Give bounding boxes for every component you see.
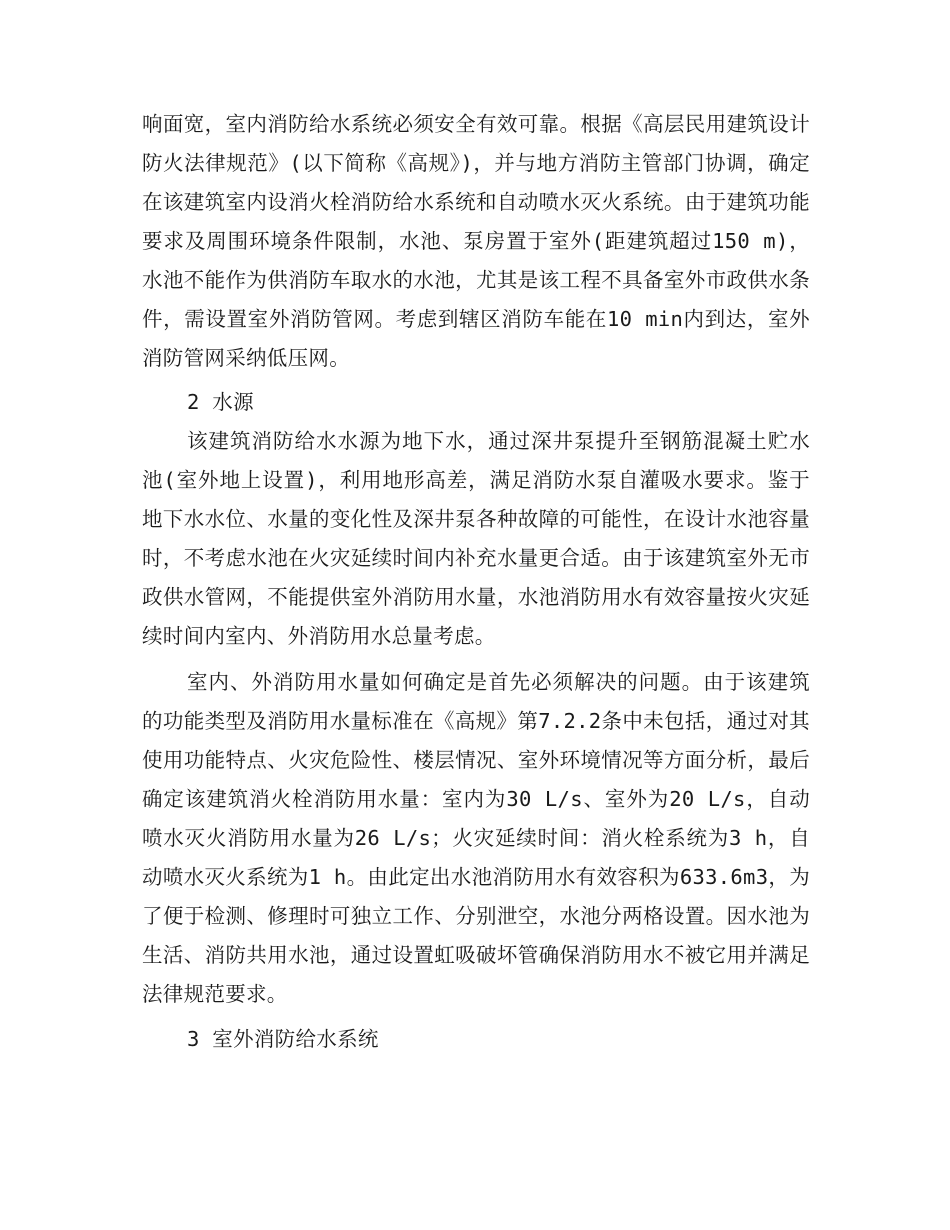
paragraph-water-source: 该建筑消防给水水源为地下水，通过深井泵提升至钢筋混凝土贮水池(室外地上设置)，利用地形高差，满足消防水泵自灌吸水要求。鉴于地下水水位、水量的变化性及深井泵各种故障的可能性，在设计水池容量时，不考虑水池在火灾延续时间内补充水量更合适。由于该建筑室外无市政供水管网，不能提供室外消防用水量，水池消防用水有效容量按火灾延续时间内室内、外消防用水总量考虑。 <box>142 429 810 648</box>
paragraph-fire-water-system: 响面宽，室内消防给水系统必须安全有效可靠。根据《高层民用建筑设计防火法律规范》(以下简称《高规》)，并与地方消防主管部门协调，确定在该建筑室内设消火栓消防给水系统和自动喷水灭火系统。由于建筑功能要求及周围环境条件限制，水池、泵房置于室外(距建筑超过150 m)，水池不能作为供消防车取水的水池，尤其是该工程不具备室外市政供水条件，需设置室外消防管网。考虑到辖区消防车能在10 min内到达，室外消防管网采纳低压网。 <box>142 112 810 370</box>
paragraph-fire-water-volume: 室内、外消防用水量如何确定是首先必须解决的问题。由于该建筑的功能类型及消防用水量标准在《高规》第7.2.2条中未包括，通过对其使用功能特点、火灾危险性、楼层情况、室外环境情况等方面分析，最后确定该建筑消火栓消防用水量：室内为30 L/s、室外为20 L/s，自动喷水灭火消防用水量为26 L/s；火灾延续时间：消火栓系统为3 h，自动喷水灭火系统为1 h。由此定出水池消防用水有效容积为633.6m3，为了便于检测、修理时可独立工作、分别泄空，水池分两格设置。因水池为生活、消防共用水池，通过设置虹吸破坏管确保消防用水不被它用并满足法律规范要求。 <box>142 670 810 1006</box>
section-heading-outdoor-system: 3 室外消防给水系统 <box>187 1027 379 1051</box>
section-heading-water-source: 2 水源 <box>187 390 254 414</box>
